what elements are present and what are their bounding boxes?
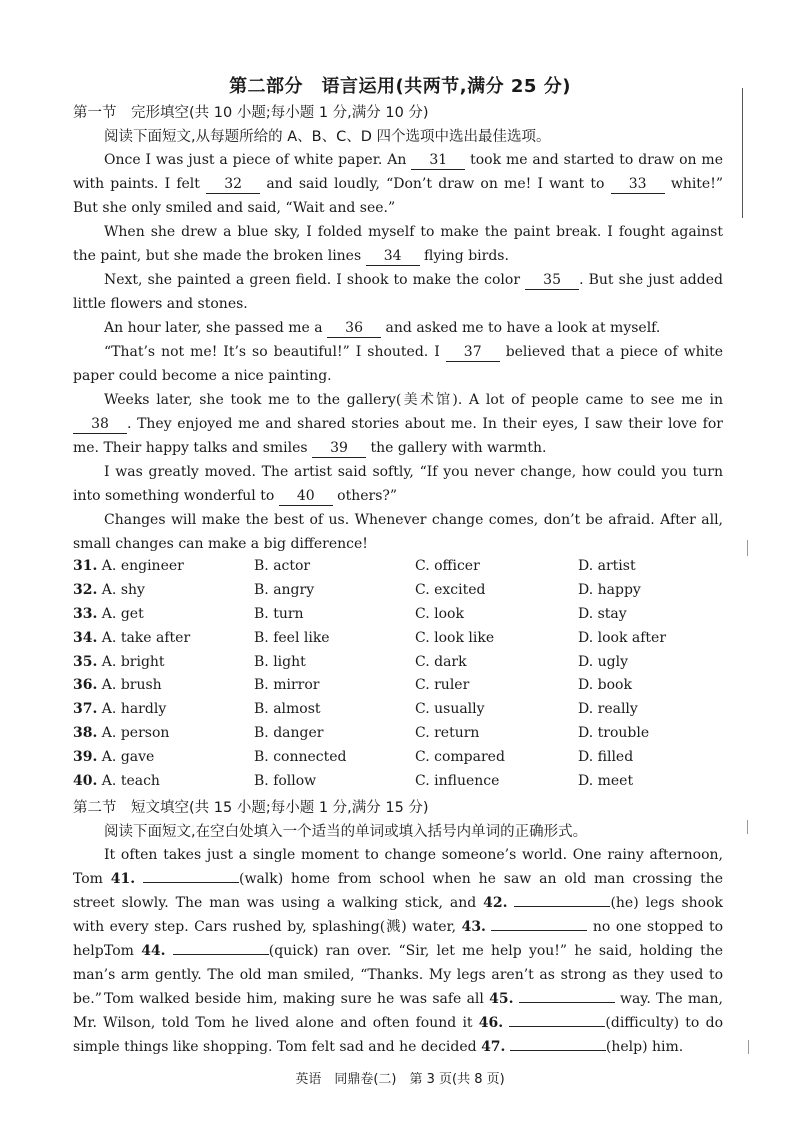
option-row: 38. A. person B. danger C. return D. trouble <box>73 725 650 742</box>
passage-paragraph: It often takes just a single moment to change someone’s world. One rainy afternoon, Tom 41. (walk) home from school when he saw an old man crossing the street slowly. The man was using a walking stick, and 42. (he) legs shook with every step. Cars rushed by, splashing(溅) water, 43. no one stopped to help. <box>73 847 724 959</box>
option-row: 34. A. take after B. feel like C. look like D. look after <box>73 629 667 646</box>
question-number-41: 41. <box>110 871 136 887</box>
option-row: 35. A. bright B. light C. dark D. ugly <box>73 653 628 670</box>
option-row: 37. A. hardly B. almost C. usually D. really <box>73 701 638 718</box>
scan-edge-line <box>742 88 743 218</box>
scan-edge-mark <box>747 540 748 556</box>
passage-paragraph: “That’s not me! It’s so beautiful!” I shouted. I 37 believed that a piece of white paper could become a nice painting. <box>73 344 723 384</box>
passage-paragraph: Weeks later, she took me to the gallery(美术馆). A lot of people came to see me in 38 . They enjoyed me and shared stories about me. In their eyes, I saw their love for me. Their happy talks and smiles 39 the gallery with warmth. <box>73 392 723 456</box>
blank-46 <box>509 1026 605 1027</box>
blank-34: 34 <box>366 247 420 266</box>
blank-38: 38 <box>73 415 127 434</box>
passage-paragraph: An hour later, she passed me a 36 and asked me to have a look at myself. <box>104 320 661 336</box>
passage-paragraph: Once I was just a piece of white paper. An 31 took me and started to draw on me with paints. I felt 32 and said loudly, “Don’t draw on me! I want to 33 white!” But she only smiled and said, “Wait and see.” <box>73 152 724 216</box>
blank-42 <box>514 906 610 907</box>
passage-paragraph: Next, she painted a green field. I shook to make the color 35 . But she just added little flowers and stones. <box>73 272 723 312</box>
question-number-45: 45. <box>489 991 514 1007</box>
option-row: 31. A. engineer B. actor C. officer D. artist <box>73 558 636 574</box>
blank-31: 31 <box>411 151 465 170</box>
section2-heading: 第二节 短文填空(共 15 小题;每小题 1 分,满分 15 分) <box>73 800 429 816</box>
passage-paragraph: Changes will make the best of us. Whenever change comes, don’t be afraid. After all, small changes can make a big difference! <box>73 512 723 552</box>
option-row: 33. A. get B. turn C. look D. stay <box>73 605 627 622</box>
passage-paragraph: Tom walked beside him, making sure he was safe all 45. way. The man, Mr. Wilson, told Tom he lived alone and often found it 46. (difficulty) to do simple things like shopping. Tom felt sad and he decided 47. (help) him. <box>73 991 723 1055</box>
blank-39: 39 <box>312 439 366 458</box>
option-row: 39. A. gave B. connected C. compared D. filled <box>73 749 634 766</box>
question-number-46: 46. <box>478 1015 504 1031</box>
section1-heading: 第一节 完形填空(共 10 小题;每小题 1 分,满分 10 分) <box>73 105 429 121</box>
passage-paragraph: Tom 44. (quick) ran over. “Sir, let me help you!” he said, holding the man’s arm gently. The old man smiled, “Thanks. My legs aren’t as strong as they used to be.” <box>73 943 724 1007</box>
blank-40: 40 <box>279 487 333 506</box>
section2-instruction: 阅读下面短文,在空白处填入一个适当的单词或填入括号内单词的正确形式。 <box>104 824 588 840</box>
blank-44 <box>173 954 269 955</box>
option-row: 40. A. teach B. follow C. influence D. meet <box>73 773 634 790</box>
passage-paragraph: I was greatly moved. The artist said softly, “If you never change, how could you turn into something wonderful to 40 others?” <box>73 464 723 504</box>
blank-45 <box>519 1002 615 1003</box>
scan-edge-mark <box>747 820 748 834</box>
blank-41 <box>143 882 239 883</box>
question-number-44: 44. <box>141 943 166 959</box>
blank-33: 33 <box>611 175 665 194</box>
blank-47 <box>510 1050 606 1051</box>
passage-paragraph: When she drew a blue sky, I folded myself to make the paint break. I fought against the paint, but she made the broken lines 34 flying birds. <box>73 224 723 264</box>
blank-35: 35 <box>525 271 579 290</box>
option-row: 36. A. brush B. mirror C. ruler D. book <box>73 677 632 694</box>
question-number-43: 43. <box>461 919 486 935</box>
blank-37: 37 <box>446 343 500 362</box>
blank-43 <box>491 930 587 931</box>
answer-options <box>73 558 733 797</box>
blank-32: 32 <box>206 175 260 194</box>
page-footer: 英语 同鼎卷(二) 第 3 页(共 8 页) <box>295 1072 505 1087</box>
part-title: 第二部分 语言运用(共两节,满分 25 分) <box>229 76 571 97</box>
blank-36: 36 <box>327 319 381 338</box>
question-number-42: 42. <box>483 895 508 911</box>
question-number-47: 47. <box>481 1039 506 1055</box>
option-row: 32. A. shy B. angry C. excited D. happy <box>73 581 641 598</box>
scan-edge-mark <box>748 1040 749 1054</box>
section1-instruction: 阅读下面短文,从每题所给的 A、B、C、D 四个选项中选出最佳选项。 <box>104 129 551 145</box>
